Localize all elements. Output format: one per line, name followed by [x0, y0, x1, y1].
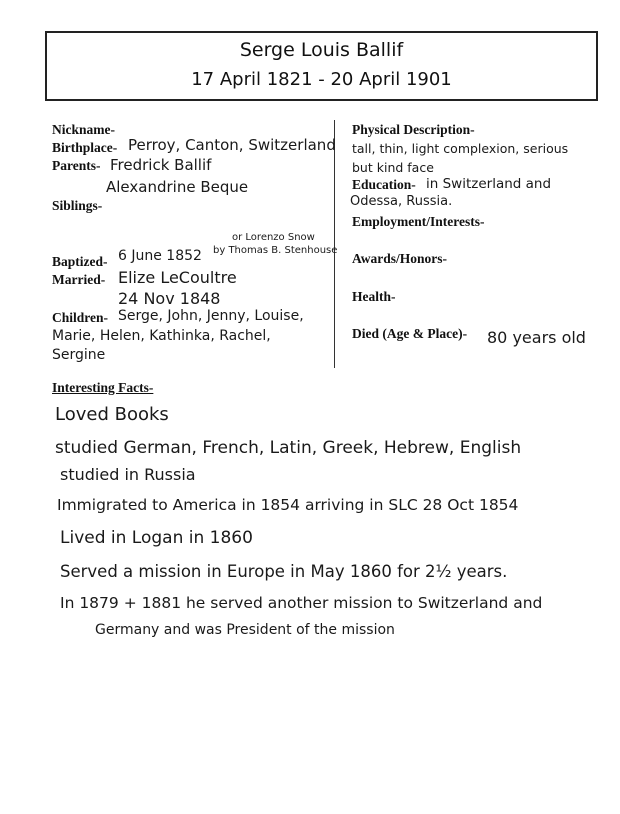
married-spouse: Elize LeCoultre	[118, 268, 237, 287]
children-line-2: Marie, Helen, Kathinka, Rachel,	[52, 328, 271, 344]
interesting-facts-label: Interesting Facts-	[52, 380, 154, 395]
fact-item: Lived in Logan in 1860	[60, 528, 253, 548]
life-dates: 17 April 1821 - 20 April 1901	[191, 69, 452, 90]
fact-item: Germany and was President of the mission	[95, 622, 395, 638]
parents-label: Parents-	[52, 158, 101, 173]
employment-label: Employment/Interests-	[352, 214, 485, 229]
birthplace-label: Birthplace-	[52, 140, 118, 155]
married-label: Married-	[52, 272, 106, 287]
education-label: Education-	[352, 177, 416, 192]
parent-mother: Alexandrine Beque	[106, 178, 249, 196]
title-box	[45, 31, 598, 101]
fact-item: Served a mission in Europe in May 1860 for 2½ years.	[60, 562, 508, 581]
children-line-1: Serge, John, Jenny, Louise,	[118, 308, 304, 324]
children-line-3: Sergine	[52, 347, 106, 363]
physical-description-label: Physical Description-	[352, 122, 475, 137]
parent-father: Fredrick Ballif	[110, 156, 212, 174]
column-divider	[334, 120, 335, 368]
health-label: Health-	[352, 289, 396, 304]
fact-item: Immigrated to America in 1854 arriving in SLC 28 Oct 1854	[57, 496, 519, 514]
children-label: Children-	[52, 310, 109, 325]
physical-line-1: tall, thin, light complexion, serious	[352, 141, 569, 156]
nickname-label: Nickname-	[52, 122, 115, 137]
siblings-label: Siblings-	[52, 198, 103, 213]
fact-item: studied in Russia	[60, 465, 196, 484]
physical-line-2: but kind face	[352, 160, 434, 175]
married-date: 24 Nov 1848	[118, 289, 221, 308]
education-line-1: in Switzerland and	[426, 176, 552, 192]
fact-item: In 1879 + 1881 he served another mission to Switzerland and	[60, 594, 543, 612]
fact-item: studied German, French, Latin, Greek, Hebrew, English	[55, 438, 522, 458]
died-value: 80 years old	[487, 328, 586, 347]
baptized-note-2: by Thomas B. Stenhouse	[213, 245, 338, 256]
birthplace-value: Perroy, Canton, Switzerland	[128, 136, 336, 154]
baptized-value: 6 June 1852	[118, 248, 202, 264]
baptized-note-1: or Lorenzo Snow	[232, 232, 315, 243]
fact-item: Loved Books	[55, 404, 169, 425]
awards-label: Awards/Honors-	[352, 251, 448, 266]
person-name: Serge Louis Ballif	[239, 39, 404, 61]
baptized-label: Baptized-	[52, 254, 108, 269]
died-label: Died (Age & Place)-	[352, 326, 468, 341]
education-line-2: Odessa, Russia.	[350, 194, 453, 209]
